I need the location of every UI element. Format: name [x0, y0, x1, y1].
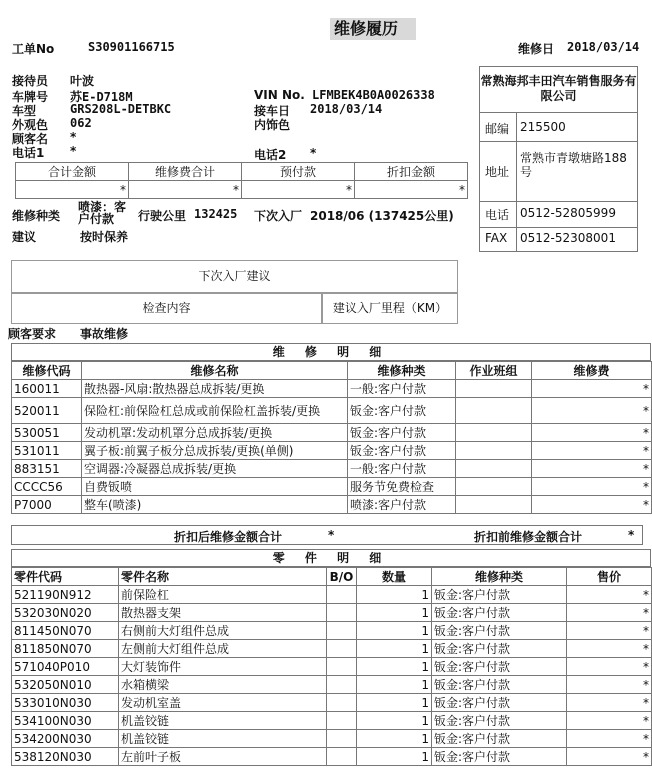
repair-team: [456, 496, 532, 514]
dealer-box: [479, 66, 638, 252]
part-type: 钣金:客户付款: [432, 730, 567, 748]
part-code: 534100N030: [12, 712, 119, 730]
parts-col-price: 售价: [567, 568, 652, 586]
part-price: *: [567, 586, 652, 604]
vin-value: LFMBEK4B0A0026338: [312, 88, 435, 102]
repair-name: 自费钣喷: [82, 478, 348, 496]
phone1-label: 电话1: [12, 146, 45, 160]
part-price: *: [567, 622, 652, 640]
part-name: 右侧前大灯组件总成: [119, 622, 327, 640]
part-name: 机盖铰链: [119, 712, 327, 730]
before-discount-label: 折扣前维修金额合计: [474, 530, 583, 544]
repair-col-type: 维修种类: [348, 362, 456, 380]
part-name: 散热器支架: [119, 604, 327, 622]
part-type: 钣金:客户付款: [432, 712, 567, 730]
part-qty: 1: [357, 658, 432, 676]
repair-fee: *: [532, 398, 652, 424]
vin-label: VIN No.: [254, 88, 305, 102]
dealer-address-row: [480, 141, 637, 202]
part-qty: 1: [357, 694, 432, 712]
model-label: 车型: [12, 104, 37, 118]
repair-details-title: 维 修 明 细: [11, 343, 651, 361]
part-name: 水箱横梁: [119, 676, 327, 694]
plate-value: 苏E-D718M: [70, 90, 133, 104]
part-bo: [327, 604, 357, 622]
repair-name: 整车(喷漆): [82, 496, 348, 514]
next-visit-value: 2018/06 (137425公里): [310, 209, 454, 223]
amount-header-discount: 折扣金额: [355, 163, 468, 181]
next-visit-advice-header: [11, 260, 458, 293]
part-qty: 1: [357, 622, 432, 640]
repair-name: 翼子板:前翼子板分总成拆装/更换(单侧): [82, 442, 348, 460]
repair-type-value: 喷漆：客户付款: [78, 200, 127, 226]
part-name: 左前叶子板: [119, 748, 327, 766]
table-row: [12, 496, 652, 514]
parts-col-name: 零件名称: [119, 568, 327, 586]
part-qty: 1: [357, 748, 432, 766]
repair-date-label: 维修日: [518, 42, 555, 56]
parts-col-code: 零件代码: [12, 568, 119, 586]
fax-label: FAX: [485, 231, 508, 245]
repair-code: 520011: [12, 398, 82, 424]
address-value: 常熟市青墩塘路188号: [520, 151, 627, 179]
part-bo: [327, 676, 357, 694]
repair-team: [456, 460, 532, 478]
next-visit-label: 下次入厂: [254, 209, 303, 223]
part-bo: [327, 640, 357, 658]
part-name: 机盖铰链: [119, 730, 327, 748]
part-code: 571040P010: [12, 658, 119, 676]
amount-value-total: *: [16, 181, 129, 199]
part-type: 钣金:客户付款: [432, 694, 567, 712]
repair-team: [456, 424, 532, 442]
dealer-phone-row: [480, 201, 637, 228]
dealer-name: 常熟海邦丰田汽车销售服务有限公司: [480, 67, 637, 113]
advised-mileage-label: 建议入厂里程（KM）: [332, 301, 448, 315]
table-row: [12, 380, 652, 398]
amount-value-discount: *: [355, 181, 468, 199]
repair-date-value: 2018/03/14: [567, 40, 640, 54]
part-price: *: [567, 730, 652, 748]
repair-col-fee: 维修费: [532, 362, 652, 380]
part-price: *: [567, 640, 652, 658]
interior-label: 内饰色: [254, 118, 291, 132]
part-name: 左侧前大灯组件总成: [119, 640, 327, 658]
next-visit-advice-title: 下次入厂建议: [198, 269, 271, 283]
repair-team: [456, 380, 532, 398]
parts-details-header-row: [12, 568, 652, 586]
part-type: 钣金:客户付款: [432, 604, 567, 622]
part-code: 532050N010: [12, 676, 119, 694]
advice-label: 建议: [12, 230, 37, 244]
repair-name: 空调器:冷凝器总成拆装/更换: [82, 460, 348, 478]
repair-type-label: 维修种类: [12, 209, 61, 223]
amount-value-repair: *: [129, 181, 242, 199]
part-price: *: [567, 712, 652, 730]
part-name: 前保险杠: [119, 586, 327, 604]
repair-name: 保险杠:前保险杠总成或前保险杠盖拆装/更换: [82, 398, 348, 424]
repair-type: 一般:客户付款: [348, 460, 456, 478]
parts-details-title: 零 件 明 细: [11, 549, 651, 567]
part-bo: [327, 712, 357, 730]
parts-details-table: [11, 567, 652, 766]
part-bo: [327, 730, 357, 748]
part-qty: 1: [357, 586, 432, 604]
table-row: [12, 398, 652, 424]
phone2-value: *: [310, 146, 317, 160]
amount-summary-table: [15, 162, 468, 199]
work-order-label: 工单No: [12, 42, 55, 56]
repair-fee: *: [532, 442, 652, 460]
receptionist-value: 叶波: [70, 74, 95, 88]
repair-type: 钣金:客户付款: [348, 424, 456, 442]
customer-label: 顾客名: [12, 132, 49, 146]
after-discount-label: 折扣后维修金额合计: [174, 530, 283, 544]
table-row: [12, 460, 652, 478]
table-row: [12, 640, 652, 658]
part-type: 钣金:客户付款: [432, 622, 567, 640]
part-name: 大灯装饰件: [119, 658, 327, 676]
repair-type: 喷漆:客户付款: [348, 496, 456, 514]
part-bo: [327, 694, 357, 712]
table-row: [12, 658, 652, 676]
mileage-label: 行驶公里: [138, 209, 187, 223]
part-price: *: [567, 694, 652, 712]
part-type: 钣金:客户付款: [432, 586, 567, 604]
repair-code: P7000: [12, 496, 82, 514]
customer-value: *: [70, 130, 77, 144]
table-row: [12, 604, 652, 622]
part-name: 发动机室盖: [119, 694, 327, 712]
amount-header-repair: 维修费合计: [129, 163, 242, 181]
receptionist-label: 接待员: [12, 74, 49, 88]
postcode-label: 邮编: [485, 122, 510, 136]
table-row: [12, 478, 652, 496]
dealer-fax-row: [480, 227, 637, 251]
part-code: 532030N020: [12, 604, 119, 622]
repair-code: 883151: [12, 460, 82, 478]
repair-name: 散热器-风扇:散热器总成拆装/更换: [82, 380, 348, 398]
repair-col-name: 维修名称: [82, 362, 348, 380]
discount-totals-row: [11, 525, 643, 545]
part-bo: [327, 658, 357, 676]
part-code: 538120N030: [12, 748, 119, 766]
amount-header-total: 合计金额: [16, 163, 129, 181]
parts-col-bo: B/O: [327, 568, 357, 586]
before-discount-value: *: [628, 528, 635, 542]
after-discount-value: *: [328, 528, 335, 542]
check-content-label: 检查内容: [142, 301, 191, 315]
repair-details-table: [11, 361, 652, 514]
document-title: 维修履历: [330, 18, 416, 40]
table-row: [12, 748, 652, 766]
table-row: [12, 586, 652, 604]
part-bo: [327, 586, 357, 604]
fax-value: 0512-52308001: [520, 231, 616, 245]
part-bo: [327, 622, 357, 640]
table-row: [12, 424, 652, 442]
repair-fee: *: [532, 380, 652, 398]
amount-value-row: [16, 181, 468, 199]
check-content-cell: [11, 293, 322, 324]
table-row: [12, 442, 652, 460]
part-price: *: [567, 604, 652, 622]
repair-type: 钣金:客户付款: [348, 398, 456, 424]
repair-fee: *: [532, 460, 652, 478]
table-row: [12, 712, 652, 730]
part-qty: 1: [357, 640, 432, 658]
repair-code: 530051: [12, 424, 82, 442]
table-row: [12, 622, 652, 640]
part-price: *: [567, 658, 652, 676]
repair-team: [456, 398, 532, 424]
repair-code: 531011: [12, 442, 82, 460]
dealer-phone-label: 电话: [485, 208, 510, 222]
advice-value: 按时保养: [80, 230, 129, 244]
parts-col-type: 维修种类: [432, 568, 567, 586]
repair-type: 服务节免费检查: [348, 478, 456, 496]
repair-code: CCCC56: [12, 478, 82, 496]
address-label: 地址: [485, 165, 510, 179]
customer-request-label: 顾客要求: [8, 327, 57, 341]
table-row: [12, 730, 652, 748]
dealer-phone-value: 0512-52805999: [520, 206, 616, 220]
customer-request-value: 事故维修: [80, 327, 129, 341]
amount-header-prepay: 预付款: [242, 163, 355, 181]
amount-header-row: [16, 163, 468, 181]
color-value: 062: [70, 116, 92, 130]
repair-fee: *: [532, 478, 652, 496]
repair-details-header-row: [12, 362, 652, 380]
part-qty: 1: [357, 604, 432, 622]
repair-type: 钣金:客户付款: [348, 442, 456, 460]
advised-mileage-cell: [322, 293, 458, 324]
part-price: *: [567, 748, 652, 766]
postcode-value: 215500: [520, 120, 566, 134]
part-price: *: [567, 676, 652, 694]
repair-name: 发动机罩:发动机罩分总成拆装/更换: [82, 424, 348, 442]
model-value: GRS208L-DETBKC: [70, 102, 172, 116]
repair-fee: *: [532, 496, 652, 514]
table-row: [12, 694, 652, 712]
repair-team: [456, 478, 532, 496]
dealer-divider: [516, 113, 517, 251]
part-type: 钣金:客户付款: [432, 658, 567, 676]
part-bo: [327, 748, 357, 766]
part-type: 钣金:客户付款: [432, 640, 567, 658]
plate-label: 车牌号: [12, 90, 49, 104]
part-qty: 1: [357, 712, 432, 730]
part-code: 811850N070: [12, 640, 119, 658]
repair-col-team: 作业班组: [456, 362, 532, 380]
dealer-postcode-row: [480, 113, 637, 142]
color-label: 外观色: [12, 118, 49, 132]
work-order-value: S30901166715: [88, 40, 175, 54]
part-code: 811450N070: [12, 622, 119, 640]
part-qty: 1: [357, 676, 432, 694]
phone2-label: 电话2: [254, 148, 287, 162]
part-code: 534200N030: [12, 730, 119, 748]
part-type: 钣金:客户付款: [432, 748, 567, 766]
intake-value: 2018/03/14: [310, 102, 383, 116]
part-code: 521190N912: [12, 586, 119, 604]
part-type: 钣金:客户付款: [432, 676, 567, 694]
part-qty: 1: [357, 730, 432, 748]
mileage-value: 132425: [194, 207, 238, 221]
intake-label: 接车日: [254, 104, 291, 118]
repair-col-code: 维修代码: [12, 362, 82, 380]
amount-value-prepay: *: [242, 181, 355, 199]
repair-code: 160011: [12, 380, 82, 398]
repair-team: [456, 442, 532, 460]
parts-col-qty: 数量: [357, 568, 432, 586]
repair-type: 一般:客户付款: [348, 380, 456, 398]
repair-fee: *: [532, 424, 652, 442]
part-code: 533010N030: [12, 694, 119, 712]
phone1-value: *: [70, 144, 77, 158]
table-row: [12, 676, 652, 694]
